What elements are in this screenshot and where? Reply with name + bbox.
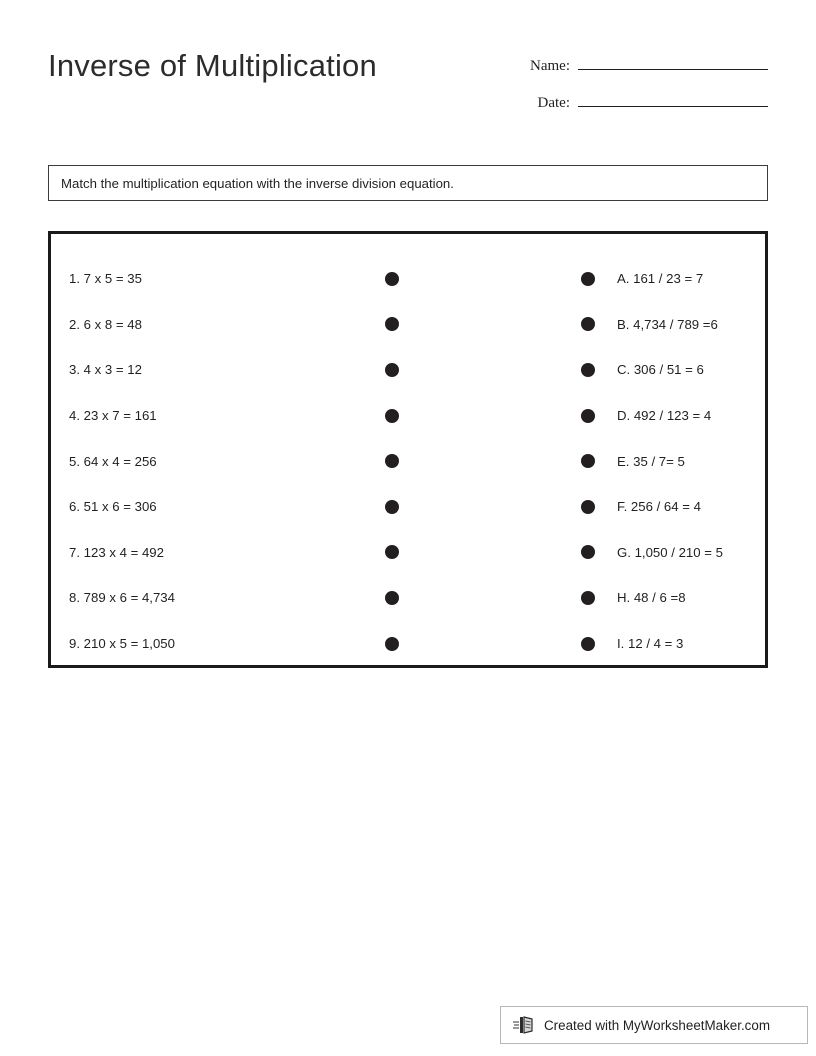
match-row [51, 302, 765, 348]
match-row [51, 621, 765, 667]
right-connector-dot[interactable] [581, 363, 595, 377]
left-item-3 [51, 362, 399, 377]
match-row [51, 484, 765, 530]
name-field-row [500, 52, 768, 75]
match-row [51, 530, 765, 576]
left-item-1 [51, 271, 399, 286]
worksheet-header [0, 0, 816, 140]
left-item-label: 7. 123 x 4 = 492 [69, 544, 164, 560]
right-item-h [399, 590, 765, 605]
right-item-label: G. 1,050 / 210 = 5 [617, 544, 723, 560]
left-item-6 [51, 499, 399, 514]
right-item-label: D. 492 / 123 = 4 [617, 408, 712, 424]
right-item-label: C. 306 / 51 = 6 [617, 362, 704, 378]
date-label: Date: [537, 95, 570, 111]
page-title: Inverse of Multiplication [48, 48, 377, 83]
left-connector-dot[interactable] [385, 591, 399, 605]
right-item-d [399, 408, 765, 423]
left-item-4 [51, 408, 399, 423]
left-item-label: 9. 210 x 5 = 1,050 [69, 636, 175, 652]
right-item-e [399, 454, 765, 469]
right-connector-dot[interactable] [581, 500, 595, 514]
left-connector-dot[interactable] [385, 409, 399, 423]
right-item-label: I. 12 / 4 = 3 [617, 636, 684, 652]
right-item-label: H. 48 / 6 =8 [617, 590, 686, 606]
right-connector-dot[interactable] [581, 409, 595, 423]
left-connector-dot[interactable] [385, 637, 399, 651]
right-item-b [399, 317, 765, 332]
right-connector-dot[interactable] [581, 317, 595, 331]
date-field-row [500, 89, 768, 112]
matching-grid [51, 256, 765, 666]
left-item-2 [51, 317, 399, 332]
match-row [51, 438, 765, 484]
left-connector-dot[interactable] [385, 363, 399, 377]
right-item-label: B. 4,734 / 789 =6 [617, 316, 718, 332]
left-item-7 [51, 545, 399, 560]
left-item-label: 2. 6 x 8 = 48 [69, 316, 142, 332]
right-item-label: A. 161 / 23 = 7 [617, 271, 704, 287]
match-row [51, 575, 765, 621]
left-item-label: 8. 789 x 6 = 4,734 [69, 590, 175, 606]
left-connector-dot[interactable] [385, 454, 399, 468]
left-item-label: 4. 23 x 7 = 161 [69, 408, 157, 424]
left-connector-dot[interactable] [385, 272, 399, 286]
right-connector-dot[interactable] [581, 272, 595, 286]
name-label: Name: [530, 58, 570, 74]
footer-label: Created with MyWorksheetMaker.com [544, 1017, 770, 1033]
date-input-line[interactable] [578, 89, 768, 107]
left-item-label: 1. 7 x 5 = 35 [69, 271, 142, 287]
right-item-i [399, 636, 765, 651]
left-item-label: 5. 64 x 4 = 256 [69, 453, 157, 469]
right-item-label: E. 35 / 7= 5 [617, 453, 685, 469]
right-connector-dot[interactable] [581, 454, 595, 468]
match-row [51, 256, 765, 302]
left-item-label: 6. 51 x 6 = 306 [69, 499, 157, 515]
left-connector-dot[interactable] [385, 317, 399, 331]
instruction-box [48, 165, 768, 201]
right-item-a [399, 271, 765, 286]
matching-exercise-box [48, 231, 768, 668]
instruction-text: Match the multiplication equation with the inverse division equation. [61, 175, 454, 191]
left-item-label: 3. 4 x 3 = 12 [69, 362, 142, 378]
right-item-label: F. 256 / 64 = 4 [617, 499, 701, 515]
right-connector-dot[interactable] [581, 591, 595, 605]
left-connector-dot[interactable] [385, 545, 399, 559]
footer-badge[interactable] [500, 1006, 808, 1044]
left-item-8 [51, 590, 399, 605]
left-connector-dot[interactable] [385, 500, 399, 514]
left-item-5 [51, 454, 399, 469]
right-connector-dot[interactable] [581, 637, 595, 651]
left-item-9 [51, 636, 399, 651]
right-item-f [399, 499, 765, 514]
right-item-g [399, 545, 765, 560]
match-row [51, 393, 765, 439]
match-row [51, 347, 765, 393]
right-connector-dot[interactable] [581, 545, 595, 559]
name-input-line[interactable] [578, 52, 768, 70]
flying-page-icon [513, 1015, 535, 1035]
right-item-c [399, 362, 765, 377]
